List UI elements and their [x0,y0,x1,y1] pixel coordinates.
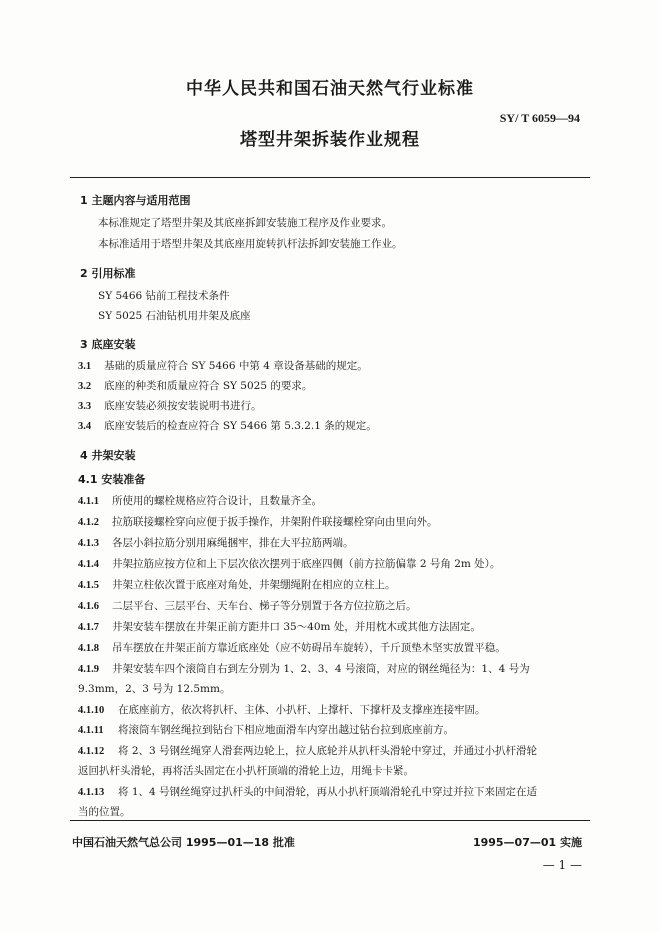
clause-3-3 [78,398,262,413]
clause-text: 底座的种类和质量应符合 SY 5025 的要求。 [104,380,313,392]
clause-4-1-1 [78,493,322,508]
clause-number: 3.1 [78,361,92,372]
clause-number: 4.1.10 [78,705,105,716]
clause-4-1-7 [78,619,481,634]
section-3-heading: 3 底座安装 [80,338,136,351]
section-4-heading: 4 井架安装 [80,449,136,462]
clause-text: 9.3mm，2、3 号为 12.5mm。 [78,683,231,695]
clause-4-1-11 [78,722,454,737]
clause-text: 所使用的螺栓规格应符合设计，且数量齐全。 [112,495,322,507]
clause-text: 吊车摆放在井架正前方靠近底座处（应不妨碍吊车旋转），千斤顶垫木坚实放置平稳。 [112,642,506,654]
clause-number: 4.1.11 [78,725,104,736]
clause-text: 当的位置。 [78,806,131,818]
clause-3-1 [78,358,368,373]
clause-number: 3.4 [78,421,92,432]
clause-number: 4.1.4 [78,559,99,570]
approval-note: 中国石油天然气总公司 1995—01—18 批准 [72,836,295,849]
clause-text: 底座安装后的检查应符合 SY 5466 第 5.3.2.1 条的规定。 [104,420,377,432]
clause-4-1-3 [78,535,354,550]
standard-code: SY/ T 6059—94 [499,111,580,125]
clause-number: 4.1.3 [78,538,99,549]
section-2-heading: 2 引用标准 [80,267,136,280]
reference-2: SY 5025 石油钻机用井架及底座 [98,310,251,322]
clause-text: 返回扒杆头滑轮，再将活头固定在小扒杆顶端的滑轮上边，用绳卡卡紧。 [78,765,414,777]
subsection-4-1-heading: 4.1 安装准备 [78,473,146,486]
top-divider [70,177,590,178]
clause-3-2 [78,378,312,393]
clause-4-1-10 [78,702,486,717]
clause-4-1-5 [78,577,396,592]
clause-number: 4.1.5 [78,580,99,591]
org-standard-title: 中华人民共和国石油天然气行业标准 [186,79,474,99]
clause-number: 4.1.7 [78,622,99,633]
clause-4-1-4 [78,556,500,571]
clause-number: 4.1.9 [78,664,99,675]
clause-4-1-2 [78,514,438,529]
clause-4-1-12-continued [78,763,414,778]
clause-text: 基础的质量应符合 SY 5466 中第 4 章设备基础的规定。 [104,360,368,372]
clause-4-1-13-continued [78,804,131,819]
clause-text: 井架立柱依次置于底座对角处，井架绷绳附在相应的立柱上。 [112,579,396,591]
clause-number: 4.1.13 [78,787,105,798]
clause-text: 各层小斜拉筋分别用麻绳捆牢，排在大平拉筋两端。 [112,537,354,549]
clause-number: 4.1.2 [78,517,99,528]
clause-number: 4.1.6 [78,601,99,612]
clause-text: 井架拉筋应按方位和上下层次依次摆列于底座四侧（前方拉筋偏靠 2 号角 2m 处）。 [112,558,501,570]
clause-3-4 [78,418,377,433]
clause-4-1-8 [78,640,506,655]
section-1-paragraph-2: 本标准适用于塔型井架及其底座用旋转扒杆法拆卸安装施工作业。 [98,238,403,250]
clause-4-1-9-continued [78,681,230,696]
clause-number: 3.3 [78,401,92,412]
clause-text: 将滚筒车钢丝绳拉到钻台下相应地面滑车内穿出越过钻台拉到底座前方。 [118,724,454,736]
document-title: 塔型井架拆装作业规程 [240,130,420,150]
clause-4-1-9 [78,661,530,676]
clause-text: 在底座前方，依次将扒杆、主体、小扒杆、上撑杆、下撑杆及支撑座连接牢固。 [118,704,486,716]
clause-number: 4.1.1 [78,496,99,507]
section-1-paragraph-1: 本标准规定了塔型井架及其底座拆卸安装施工程序及作业要求。 [98,217,392,229]
clause-text: 拉筋联接螺栓穿向应便于扳手操作，井架附件联接螺栓穿向由里向外。 [112,516,438,528]
clause-number: 3.2 [78,381,92,392]
clause-4-1-6 [78,598,417,613]
clause-text: 底座安装必须按安装说明书进行。 [104,400,262,412]
clause-4-1-12 [78,743,537,758]
effective-date: 1995—07—01 实施 [472,836,582,849]
page-number: — 1 — [542,858,582,872]
footer-divider [70,820,590,821]
section-1-heading: 1 主题内容与适用范围 [80,194,191,207]
clause-text: 将 2、3 号钢丝绳穿人滑套两边轮上，拉人底轮并从扒杆头滑轮中穿过，并通过小扒杆滑轮 [118,745,538,757]
clause-number: 4.1.12 [78,746,105,757]
clause-text: 二层平台、三层平台、天车台、梯子等分别置于各方位拉筋之后。 [112,600,417,612]
clause-text: 井架安装车四个滚筒自右到左分别为 1、2、3、4 号滚筒，对应的钢丝绳径为：1、4 号为 [112,663,530,675]
reference-1: SY 5466 钻前工程技术条件 [98,290,230,302]
clause-number: 4.1.8 [78,643,99,654]
clause-text: 井架安装车摆放在井架正前方距井口 35～40m 处，并用枕木或其他方法固定。 [112,621,481,633]
clause-4-1-13 [78,784,537,799]
clause-text: 将 1、4 号钢丝绳穿过扒杆头的中间滑轮，再从小扒杆顶端滑轮孔中穿过并拉下来固定在适 [118,786,538,798]
